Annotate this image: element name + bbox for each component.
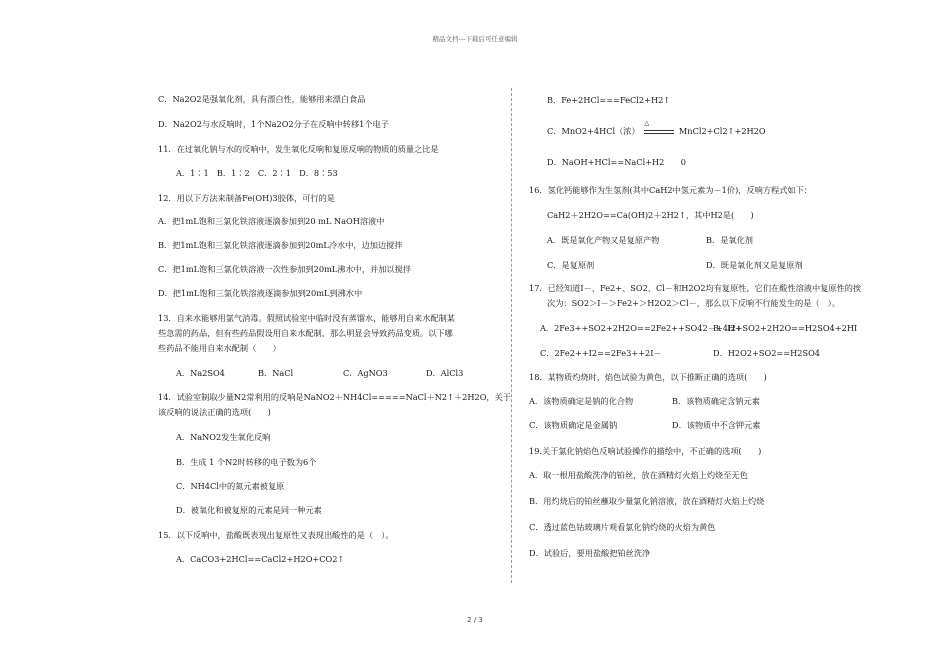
question-14-line-2: 该反响的说法正确的选项( ) — [158, 407, 271, 417]
question-15-option-c — [547, 119, 766, 137]
question-13-line-3: 些药品不能用自来水配制（ ） — [158, 343, 281, 353]
question-18-option-b: B．该物质确定含钠元素 — [672, 396, 760, 406]
column-divider — [511, 88, 512, 583]
question-13-option-b: B．NaCl — [258, 368, 294, 378]
heat-symbol: △ — [644, 119, 650, 127]
question-16-option-d: D．既是氧化剂又是复原剂 — [706, 260, 803, 270]
question-13-line-2: 些急需的药品，但有些药品假设用自来水配制，那么明显会导致药品变质。以下哪 — [158, 328, 453, 338]
question-16-option-a: A．既是氧化产物又是复原产物 — [547, 235, 660, 245]
reaction-equals — [644, 130, 674, 134]
question-19-option-b: B．用灼烧后的铂丝蘸取少量氯化钠溶液，放在酒精灯火焰上灼烧 — [529, 496, 765, 506]
question-15: 15．以下反响中，盐酸既表现出复原性又表现出酸性的是（ ）。 — [158, 530, 394, 540]
question-17-option-c: C．2Fe2++I2==2Fe3++2I－ — [540, 348, 662, 358]
question-14-option-d: D．被氧化和被复原的元素是同一种元素 — [176, 505, 322, 515]
question-17-line-2: 次为：SO2＞I－＞Fe2+＞H2O2＞Cl－，那么以下反响不行能发生的是（ ）。 — [547, 298, 841, 308]
question-16-option-b: B．是氧化剂 — [706, 235, 753, 245]
question-14-line-1: 14．试验室制取少量N2常利用的反响是NaNO2＋NH4Cl=====NaCl＋N2↑＋2H2O，关于 — [158, 392, 511, 402]
question-18-option-a: A．该物质确定是钠的化合物 — [529, 396, 634, 406]
question-11-options: A．1∶1 B．1∶2 C．2∶1 D．8∶53 — [176, 168, 338, 178]
question-12-option-d: D．把1mL饱和三氯化铁溶液逐滴参加到20mL到沸水中 — [158, 288, 363, 298]
question-19-option-c: C．透过蓝色钴玻璃片观看氯化钠灼烧的火焰为黄色 — [529, 522, 716, 532]
question-13-option-c: C．AgNO3 — [343, 368, 388, 378]
question-12-option-c: C．把1mL饱和三氯化铁溶液一次性参加到20mL沸水中，并加以搅拌 — [158, 264, 411, 274]
question-19: 19.关于氯化钠焰色反响试验操作的描绘中，不正确的选项( ) — [529, 446, 762, 456]
question-11: 11．在过氧化钠与水的反响中，发生氧化反响和复原反响的物质的质量之比是 — [158, 144, 439, 154]
question-19-option-d: D．试验后，要用盐酸把铂丝洗净 — [529, 548, 651, 558]
question-12: 12．用以下方法来制备Fe(OH)3胶体，可行的是 — [158, 193, 335, 203]
question-18-option-d: D．该物质中不含钾元素 — [672, 420, 761, 430]
question-15-option-a: A．CaCO3+2HCl==CaCl2+H2O+CO2↑ — [176, 554, 345, 564]
question-16-equation: CaH2＋2H2O==Ca(OH)2＋2H2↑，其中H2是( ) — [547, 210, 754, 220]
question-13-option-d: D．AlCl3 — [426, 368, 464, 378]
question-17-line-1: 17．已经知道I－、Fe2+、SO2、Cl－和H2O2均有复原性，它们在酸性溶液中复原性的挨 — [529, 283, 862, 293]
question-14-option-b: B．生成 1 个N2时转移的电子数为6个 — [176, 457, 317, 467]
question-13-option-a: A．Na2SO4 — [176, 368, 225, 378]
heating-condition — [642, 119, 676, 137]
page-number: 2 / 3 — [467, 616, 483, 624]
question-12-option-b: B．把1mL饱和三氯化铁溶液逐滴参加到20mL冷水中，边加边搅拌 — [158, 240, 403, 250]
question-18: 18．某物质灼烧时，焰色试验为黄色，以下推断正确的选项( ) — [529, 372, 767, 382]
question-19-option-a: A．取一根用盐酸洗净的铂丝，放在酒精灯火焰上灼烧至无色 — [529, 470, 748, 480]
page-header: 精品文档---下载后可任意编辑 — [432, 35, 518, 43]
option-c-products: MnCl2+Cl2↑+2H2O — [678, 126, 766, 136]
option-c-reactants: C．MnO2+4HCl（浓） — [547, 126, 640, 136]
question-16: 16．氢化钙能够作为生氢剂(其中CaH2中氢元素为－1价)，反响方程式如下： — [529, 185, 812, 195]
question-17-option-d: D．H2O2+SO2==H2SO4 — [713, 348, 821, 358]
question-17-option-a: A．2Fe3++SO2+2H2O==2Fe2++SO42－+4H+ — [540, 323, 742, 333]
question-13-line-1: 13．自来水能够用氯气消毒。假照试验室中临时没有蒸馏水，能够用自来水配制某 — [158, 313, 455, 323]
question-14-option-a: A．NaNO2发生氧化反响 — [176, 432, 271, 442]
question-15-option-b: B．Fe+2HCl===FeCl2+H2↑ — [547, 95, 671, 105]
question-16-option-c: C．是复原剂 — [547, 260, 595, 270]
question-18-option-c: C．该物质确定是金属钠 — [529, 420, 618, 430]
option-c-text: C．Na2O2是强氧化剂，具有漂白性，能够用来漂白食品 — [158, 94, 366, 104]
question-15-option-d: D．NaOH+HCl==NaCl+H2 0 — [547, 157, 686, 167]
option-d-text: D．Na2O2与水反响时，1个Na2O2分子在反响中转移1个电子 — [158, 119, 389, 129]
question-14-option-c: C．NH4Cl中的氮元素被复原 — [176, 481, 285, 491]
question-17-option-b: B．I2+SO2+2H2O==H2SO4+2HI — [713, 323, 858, 333]
question-12-option-a: A．把1mL饱和三氯化铁溶液逐滴参加到20 mL NaOH溶液中 — [158, 216, 385, 226]
